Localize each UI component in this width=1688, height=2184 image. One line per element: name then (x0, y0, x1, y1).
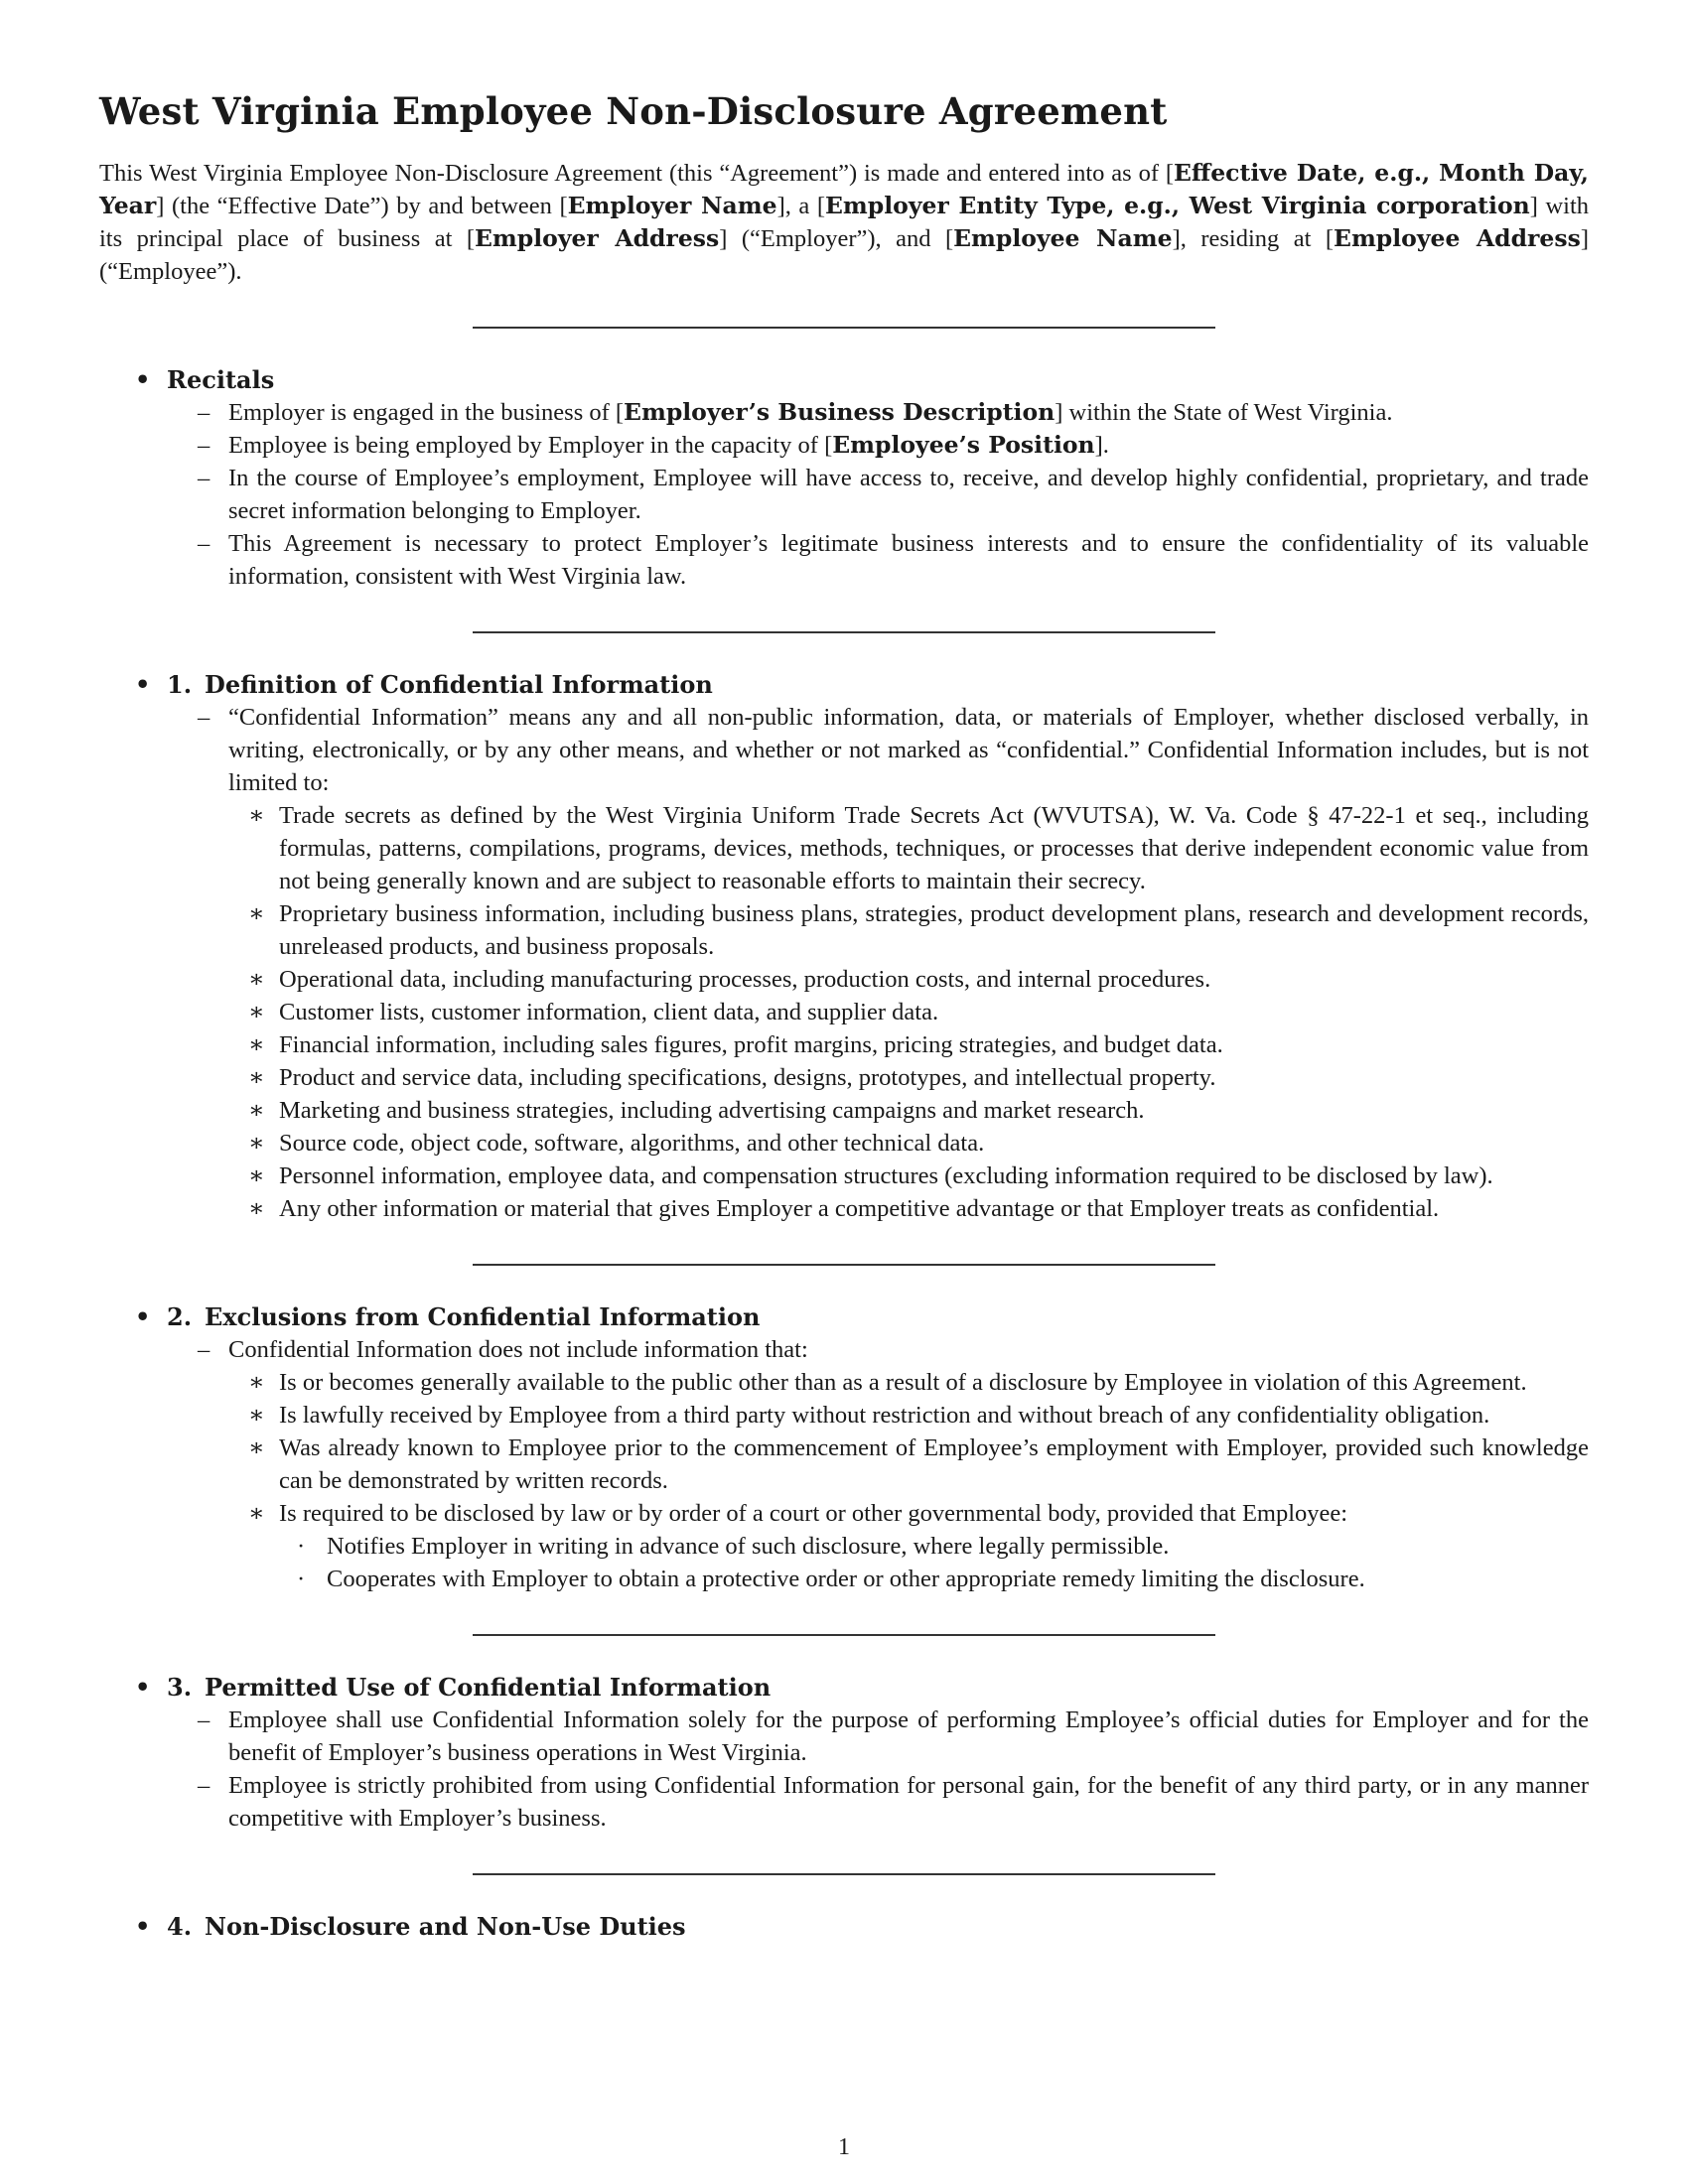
item-text: “Confidential Information” means any and all non-public information, data, or materials of Employer, whether disclosed verbally, in writing, electronically, or by any other means, and whether or not marked as “confidential.” Confidential Information includes, but is not limited to: (228, 704, 1589, 796)
recitals-heading: Recitals (167, 365, 275, 394)
intro-text: ] (“Employee”). (99, 225, 1589, 285)
list-item (99, 429, 1589, 462)
item-text: Is lawfully received by Employee from a third party without restriction and without breach of any confidentiality obligation. (279, 1402, 1490, 1429)
intro-text: ] (the “Effective Date”) by and between [ (156, 193, 568, 219)
item-text: In the course of Employee’s employment, Employee will have access to, receive, and develop highly confidential, proprietary, and trade secret information belonging to Employer. (228, 465, 1589, 524)
section-divider (473, 631, 1215, 633)
section-title: Non-Disclosure and Non-Use Duties (205, 1912, 686, 1941)
list-item (99, 527, 1589, 593)
effective-date-placeholder: Effective Date, e.g., Month Day, Year (99, 159, 1589, 219)
employee-position-placeholder: Employee’s Position (832, 431, 1095, 459)
dash-icon: – (198, 1336, 211, 1363)
item-text: ]. (1094, 432, 1109, 459)
item-text: This Agreement is necessary to protect Employer’s legitimate business interests and to ensure the confidentiality of its valuable information, consistent with West Virginia law. (228, 530, 1589, 590)
section-divider (473, 1873, 1215, 1875)
list-item (99, 1704, 1589, 1769)
section-heading (99, 1910, 1589, 1943)
recitals-list (99, 396, 1589, 593)
asterisk-icon: ∗ (248, 900, 265, 927)
page-number: 1 (838, 2134, 850, 2160)
item-text: Financial information, including sales figures, profit margins, pricing strategies, and budget data. (279, 1031, 1223, 1058)
section-1 (99, 668, 1589, 1225)
list-item (99, 1127, 1589, 1160)
section-title: Permitted Use of Confidential Information (205, 1673, 772, 1702)
item-text: Is or becomes generally available to the public other than as a result of a disclosure by Employee in violation of this Agreement. (279, 1369, 1527, 1396)
list-item (99, 1061, 1589, 1094)
item-text: Employee is strictly prohibited from using Confidential Information for personal gain, for the benefit of any third party, or in any manner competitive with Employer’s business. (228, 1772, 1589, 1832)
asterisk-icon: ∗ (248, 966, 265, 993)
bullet-icon: • (135, 365, 151, 394)
permitted-use-list (99, 1704, 1589, 1835)
dash-icon: – (198, 1706, 211, 1733)
confidential-info-list (228, 799, 1589, 1225)
section-divider (473, 327, 1215, 329)
section-2 (99, 1300, 1589, 1595)
employer-name-placeholder: Employer Name (567, 192, 777, 219)
item-text: Trade secrets as defined by the West Virginia Uniform Trade Secrets Act (WVUTSA), W. Va. Code § 47-22-1 et seq., including formulas, patterns, compilations, programs, devices, methods, techniques, or processes that derive independent economic value from not being generally known and are subject to reasonable efforts to maintain their secrecy. (279, 802, 1589, 894)
asterisk-icon: ∗ (248, 1031, 265, 1058)
dash-icon: – (198, 1772, 211, 1799)
section-number: 3. (167, 1673, 193, 1702)
list-item (99, 701, 1589, 1225)
section-heading (99, 363, 1589, 396)
list-item (99, 1530, 1589, 1563)
item-text: Employee is being employed by Employer in the capacity of [ (228, 432, 833, 459)
disclosure-conditions-list (279, 1530, 1589, 1595)
list-item (99, 1160, 1589, 1192)
list-item (99, 1769, 1589, 1835)
item-text: Operational data, including manufacturing processes, production costs, and internal procedures. (279, 966, 1211, 993)
employee-address-placeholder: Employee Address (1334, 224, 1581, 252)
item-text: Customer lists, customer information, client data, and supplier data. (279, 999, 939, 1025)
asterisk-icon: ∗ (248, 1500, 265, 1527)
section-heading (99, 1671, 1589, 1704)
item-text: ] within the State of West Virginia. (1055, 399, 1393, 426)
list-item (99, 1094, 1589, 1127)
employee-name-placeholder: Employee Name (953, 224, 1173, 252)
dot-icon: · (297, 1533, 306, 1560)
document-title: West Virginia Employee Non-Disclosure Agreement (99, 89, 1168, 133)
item-text: Was already known to Employee prior to the commencement of Employee’s employment with Employer, provided such knowledge can be demonstrated by written records. (279, 1434, 1589, 1494)
asterisk-icon: ∗ (248, 1130, 265, 1157)
item-text: Proprietary business information, including business plans, strategies, product development plans, research and development records, unreleased products, and business proposals. (279, 900, 1589, 960)
item-text: Employee shall use Confidential Information solely for the purpose of performing Employee’s official duties for Employer and for the benefit of Employer’s business operations in West Virginia. (228, 1706, 1589, 1766)
item-text: Is required to be disclosed by law or by order of a court or other governmental body, provided that Employee: (279, 1500, 1348, 1527)
section-heading (99, 668, 1589, 701)
item-text: Marketing and business strategies, including advertising campaigns and market research. (279, 1097, 1145, 1124)
exclusion-items (228, 1366, 1589, 1595)
asterisk-icon: ∗ (248, 1195, 265, 1222)
intro-text: ] (“Employer”), and [ (719, 225, 954, 252)
document-page (99, 87, 1589, 1943)
intro-text: ], a [ (776, 193, 826, 219)
section-recitals (99, 363, 1589, 593)
bullet-icon: • (135, 1673, 151, 1702)
section-number: 1. (167, 670, 193, 699)
list-item (99, 897, 1589, 963)
intro-text: ], residing at [ (1172, 225, 1335, 252)
asterisk-icon: ∗ (248, 1369, 265, 1396)
list-item (99, 1366, 1589, 1399)
list-item (99, 799, 1589, 897)
business-description-placeholder: Employer’s Business Description (624, 398, 1055, 426)
dash-icon: – (198, 399, 211, 426)
intro-paragraph (99, 157, 1589, 288)
section-number: 4. (167, 1912, 193, 1941)
list-item (99, 1399, 1589, 1432)
dash-icon: – (198, 432, 211, 459)
asterisk-icon: ∗ (248, 1402, 265, 1429)
list-item (99, 1333, 1589, 1595)
list-item (99, 963, 1589, 996)
asterisk-icon: ∗ (248, 1097, 265, 1124)
intro-text: ] with its principal place of business at [ (99, 193, 1589, 252)
bullet-icon: • (135, 1912, 151, 1941)
list-item (99, 996, 1589, 1028)
section-3 (99, 1671, 1589, 1835)
bullet-icon: • (135, 670, 151, 699)
list-item (99, 1028, 1589, 1061)
list-item (99, 1497, 1589, 1595)
list-item (99, 1432, 1589, 1497)
asterisk-icon: ∗ (248, 1434, 265, 1461)
item-text: Source code, object code, software, algorithms, and other technical data. (279, 1130, 985, 1157)
exclusions-list (99, 1333, 1589, 1595)
section-divider (473, 1634, 1215, 1636)
item-text: Any other information or material that gives Employer a competitive advantage or that Employer treats as confidential. (279, 1195, 1440, 1222)
intro-text: This West Virginia Employee Non-Disclosure Agreement (this “Agreement”) is made and entered into as of [ (99, 160, 1175, 187)
item-text: Employer is engaged in the business of [ (228, 399, 625, 426)
asterisk-icon: ∗ (248, 999, 265, 1025)
list-item (99, 1192, 1589, 1225)
item-text: Personnel information, employee data, and compensation structures (excluding information required to be disclosed by law). (279, 1162, 1493, 1189)
bullet-icon: • (135, 1302, 151, 1331)
list-item (99, 462, 1589, 527)
list-item (99, 1563, 1589, 1595)
dash-icon: – (198, 704, 211, 731)
item-text: Notifies Employer in writing in advance of such disclosure, where legally permissible. (327, 1533, 1170, 1560)
employer-address-placeholder: Employer Address (475, 224, 720, 252)
item-text: Product and service data, including specifications, designs, prototypes, and intellectual property. (279, 1064, 1216, 1091)
item-text: Confidential Information does not include information that: (228, 1336, 808, 1363)
asterisk-icon: ∗ (248, 1064, 265, 1091)
list-item (99, 396, 1589, 429)
definition-list (99, 701, 1589, 1225)
section-heading (99, 1300, 1589, 1333)
item-text: Cooperates with Employer to obtain a protective order or other appropriate remedy limiting the disclosure. (327, 1566, 1365, 1592)
dash-icon: – (198, 465, 211, 491)
dot-icon: · (297, 1566, 306, 1592)
employer-entity-type-placeholder: Employer Entity Type, e.g., West Virginia corporation (825, 192, 1530, 219)
section-4 (99, 1910, 1589, 1943)
dash-icon: – (198, 530, 211, 557)
section-title: Exclusions from Confidential Information (205, 1302, 761, 1331)
asterisk-icon: ∗ (248, 802, 265, 829)
asterisk-icon: ∗ (248, 1162, 265, 1189)
section-number: 2. (167, 1302, 193, 1331)
section-title: Definition of Confidential Information (205, 670, 713, 699)
section-divider (473, 1264, 1215, 1266)
